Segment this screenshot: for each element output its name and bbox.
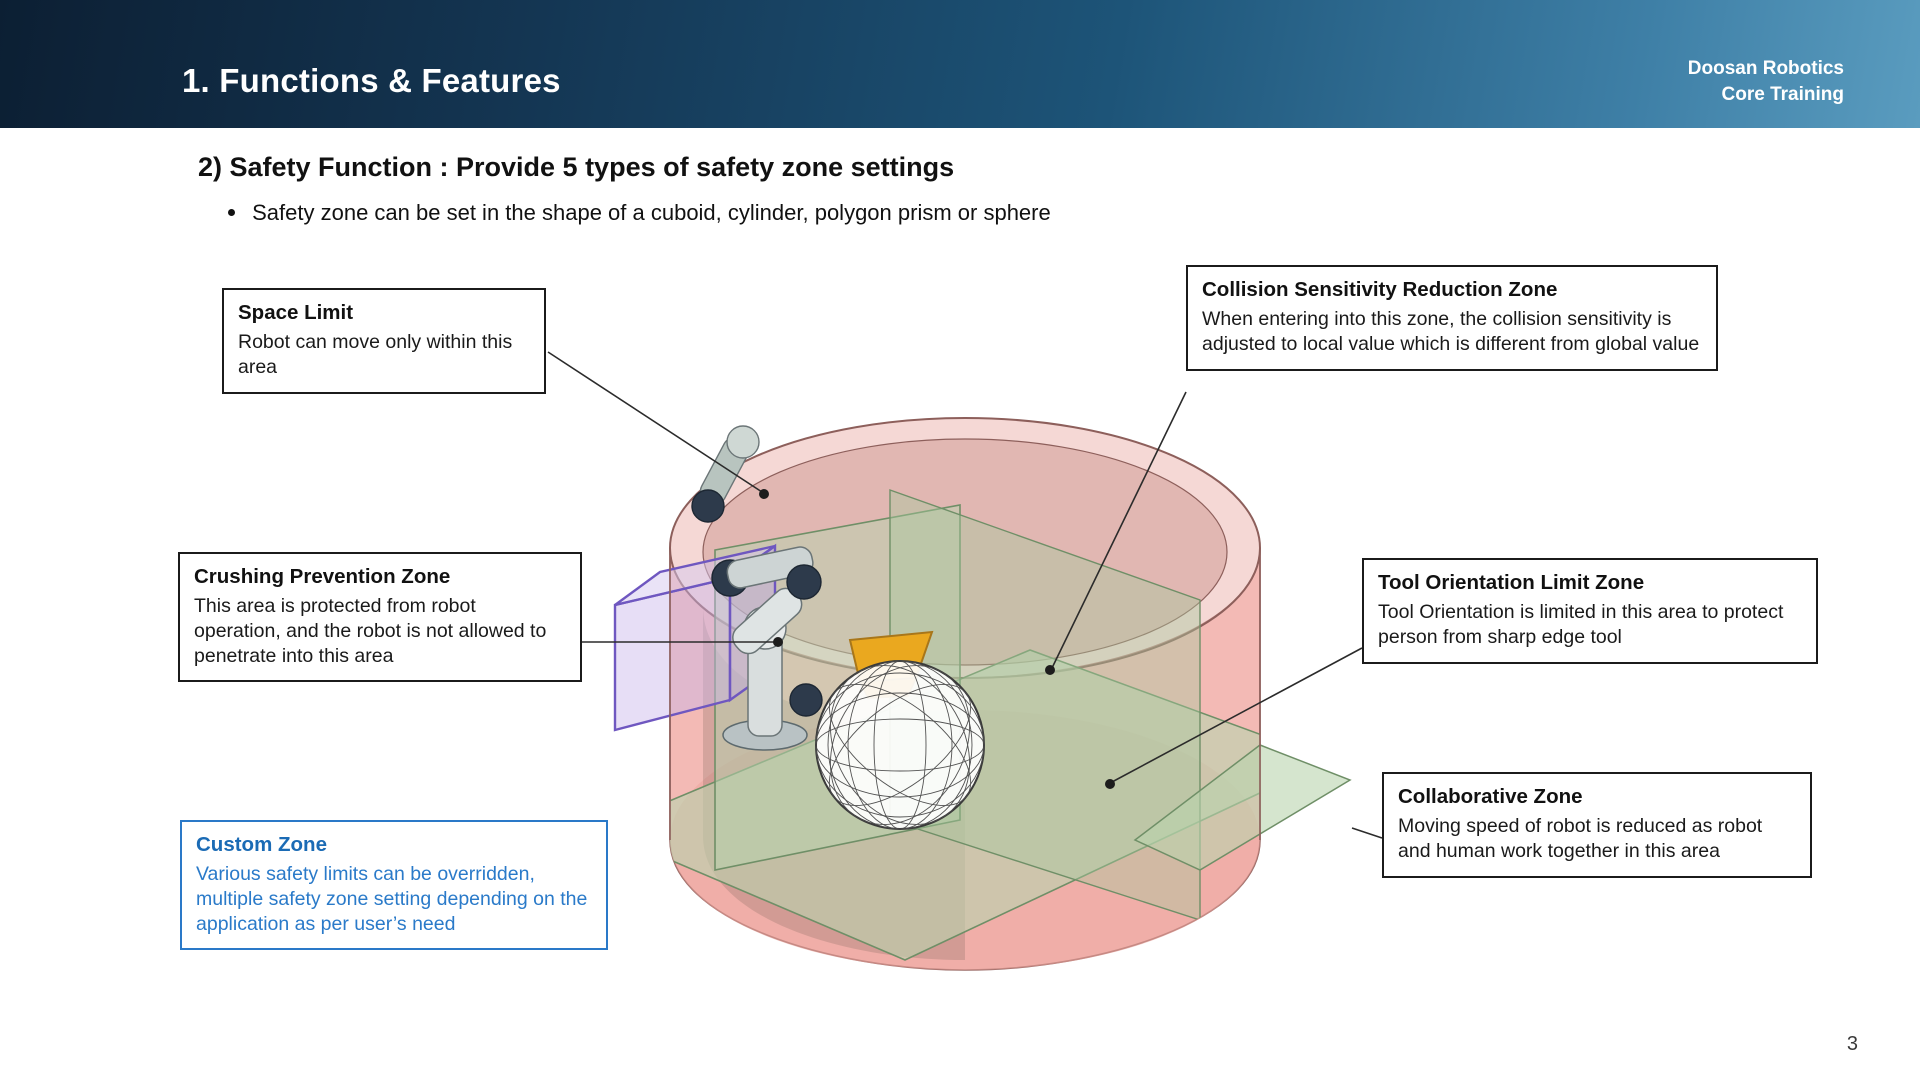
callout-tool-orientation-limit-zone bbox=[1362, 558, 1818, 664]
callout-custom-zone bbox=[180, 820, 608, 950]
brand-block bbox=[1688, 56, 1844, 107]
bullet-dot-icon bbox=[228, 209, 235, 216]
callout-space-limit bbox=[222, 288, 546, 394]
safety-zone-figure bbox=[560, 400, 1370, 1020]
callout-title: Space Limit bbox=[238, 301, 354, 324]
callout-text: Tool Orientation is limited in this area to protect person from sharp edge tool bbox=[1378, 600, 1784, 648]
callout-text: Moving speed of robot is reduced as robot and human work together in this area bbox=[1398, 814, 1763, 862]
callout-title: Tool Orientation Limit Zone bbox=[1378, 571, 1645, 594]
brand-line-1: Doosan Robotics bbox=[1687, 58, 1844, 79]
brand-line-2: Core Training bbox=[1721, 83, 1844, 105]
page-number: 3 bbox=[1846, 1033, 1858, 1055]
callout-title: Custom Zone bbox=[196, 833, 327, 856]
bullet-text: Safety zone can be set in the shape of a cuboid, cylinder, polygon prism or sphere bbox=[252, 200, 1051, 225]
callout-text: Various safety limits can be overridden, multiple safety zone setting depending on the application as per user’s need bbox=[196, 862, 588, 935]
callout-text: When entering into this zone, the collision sensitivity is adjusted to local value which is different from global value bbox=[1202, 307, 1700, 355]
callout-collaborative-zone bbox=[1382, 772, 1812, 878]
callout-collision-sensitivity-reduction-zone bbox=[1186, 265, 1718, 371]
callout-crushing-prevention-zone bbox=[178, 552, 582, 682]
slide-header bbox=[0, 0, 1920, 128]
page-title: 1. Functions & Features bbox=[182, 62, 561, 99]
callout-title: Collision Sensitivity Reduction Zone bbox=[1202, 278, 1558, 301]
callout-title: Crushing Prevention Zone bbox=[194, 565, 451, 588]
callout-title: Collaborative Zone bbox=[1398, 785, 1583, 808]
callout-text: This area is protected from robot operation, and the robot is not allowed to penetrate into this area bbox=[194, 594, 547, 667]
callout-text: Robot can move only within this area bbox=[238, 330, 513, 378]
bullet-line bbox=[228, 200, 1051, 226]
section-heading: 2) Safety Function : Provide 5 types of safety zone settings bbox=[198, 152, 955, 182]
